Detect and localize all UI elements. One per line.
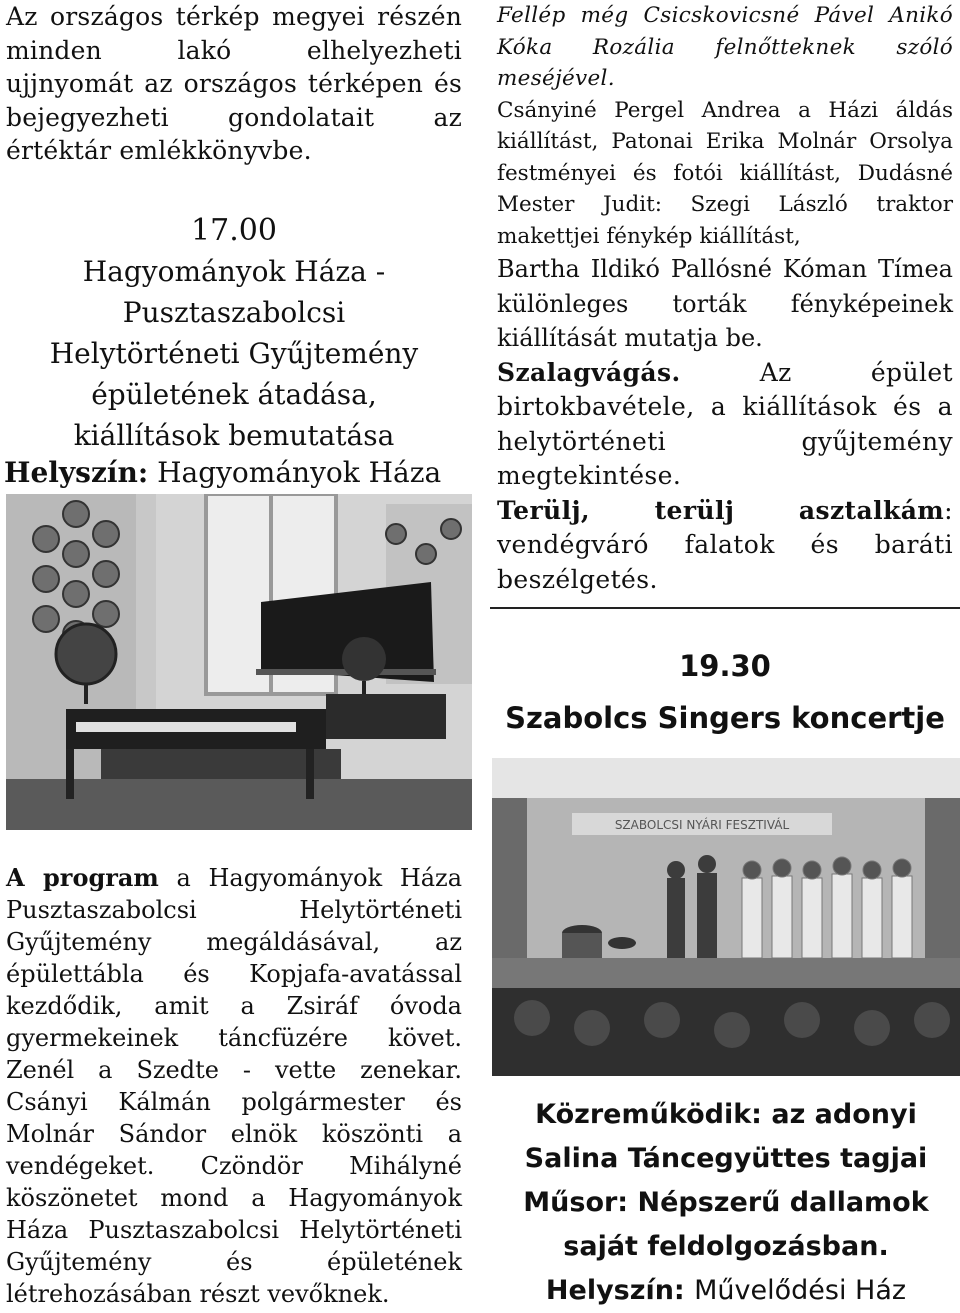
intro-paragraph: Az országos térkép megyei részén minden lakó elhelyezheti ujjnyomát az országos térképen és bejegyezheti gondolatait az értéktár emlékkönyvbe. (6, 2, 462, 165)
ribbon-cutting-text: Az épület birtokbavétele, a kiállítások és a helytörténeti gyűjtemény megtekintése. (497, 357, 953, 490)
credits-line-1: Közreműködik: az adonyi (535, 1099, 917, 1130)
event-19-title: Szabolcs Singers koncertje (505, 701, 945, 735)
ribbon-cutting-paragraph (497, 356, 953, 494)
program-lead: A program (6, 863, 159, 892)
fellep-paragraph: Fellép még Csicskovicsné Pável Anikó Kóka Rozália felnőtteknek szóló meséjével. (497, 3, 953, 91)
event-17-title-line-3: Helytörténeti Gyűjtemény (49, 337, 419, 370)
right-column-text (497, 0, 953, 597)
event-17-title-line-5: kiállítások bemutatása (73, 419, 395, 452)
credits-location-value: Művelődési Ház (694, 1275, 907, 1306)
stage-banner-text: SZABOLCSI NYÁRI FESZTIVÁL (614, 818, 790, 832)
stage-illustration (492, 758, 960, 1076)
event-17-block (0, 210, 468, 456)
event-17-title-line-1: Hagyományok Háza - (82, 255, 386, 288)
ribbon-cutting-label: Szalagvágás. (497, 357, 681, 387)
credits-line-2: Salina Táncegyüttes tagjai (524, 1143, 928, 1174)
event-17-title-line-2: Pusztaszabolcsi (122, 296, 346, 329)
choir-stage-performance-photo (492, 758, 960, 1076)
credits-block (492, 1093, 960, 1313)
credits-line-4: saját feldolgozásban. (563, 1231, 889, 1262)
credits-location-label: Helyszín: (545, 1275, 685, 1306)
location-label: Helyszín: (4, 456, 149, 489)
classroom-exhibition-photo (6, 494, 472, 830)
event-19-block (490, 640, 960, 744)
credits-location (492, 1269, 960, 1313)
credits-line-3: Műsor: Népszerű dallamok (523, 1187, 929, 1218)
event-17-time: 17.00 (191, 213, 277, 248)
reception-paragraph (497, 494, 953, 598)
location-value: Hagyományok Háza (157, 456, 442, 489)
program-text: a Hagyományok Háza Pusztaszabolcsi Helytörténeti Gyűjtemény megáldásával, az épülettábla és Kopjafa-avatással kezdődik, amit a Zsiráf óvoda gyermekeinek táncfüzére követ. Zenél a Szedte - vette zenekar. Csányi Kálmán polgármester és Molnár Sándor elnök köszönti a vendégeket. Czöndör Mihályné köszönetet mond a Hagyományok Háza Pusztaszabolcsi Helytörténeti Gyűjtemény és épületének létrehozásában részt vevőknek. (6, 864, 463, 1308)
divider-line (490, 607, 960, 609)
event-17-location (4, 453, 474, 493)
reception-label: Terülj, terülj asztalkám (497, 495, 945, 525)
reception-text: : vendégváró falatok és baráti beszélgetés. (497, 495, 953, 594)
event-19-time: 19.30 (679, 649, 771, 683)
exhibitions-paragraph-2: Bartha Ildikó Pallósné Kóman Tímea különleges torták fényképeinek kiállítását mutatja be. (497, 255, 953, 352)
classroom-illustration (6, 494, 472, 830)
exhibitions-paragraph-1: Csányiné Pergel Andrea a Házi áldás kiállítást, Patonai Erika Molnár Orsolya festményei és fotói kiállítást, Dudásné Mester Judit: Szegi László traktor makettjei fénykép kiállítást, (497, 97, 953, 249)
program-paragraph (6, 862, 462, 1310)
event-17-title-line-4: épületének átadása, (91, 378, 377, 411)
